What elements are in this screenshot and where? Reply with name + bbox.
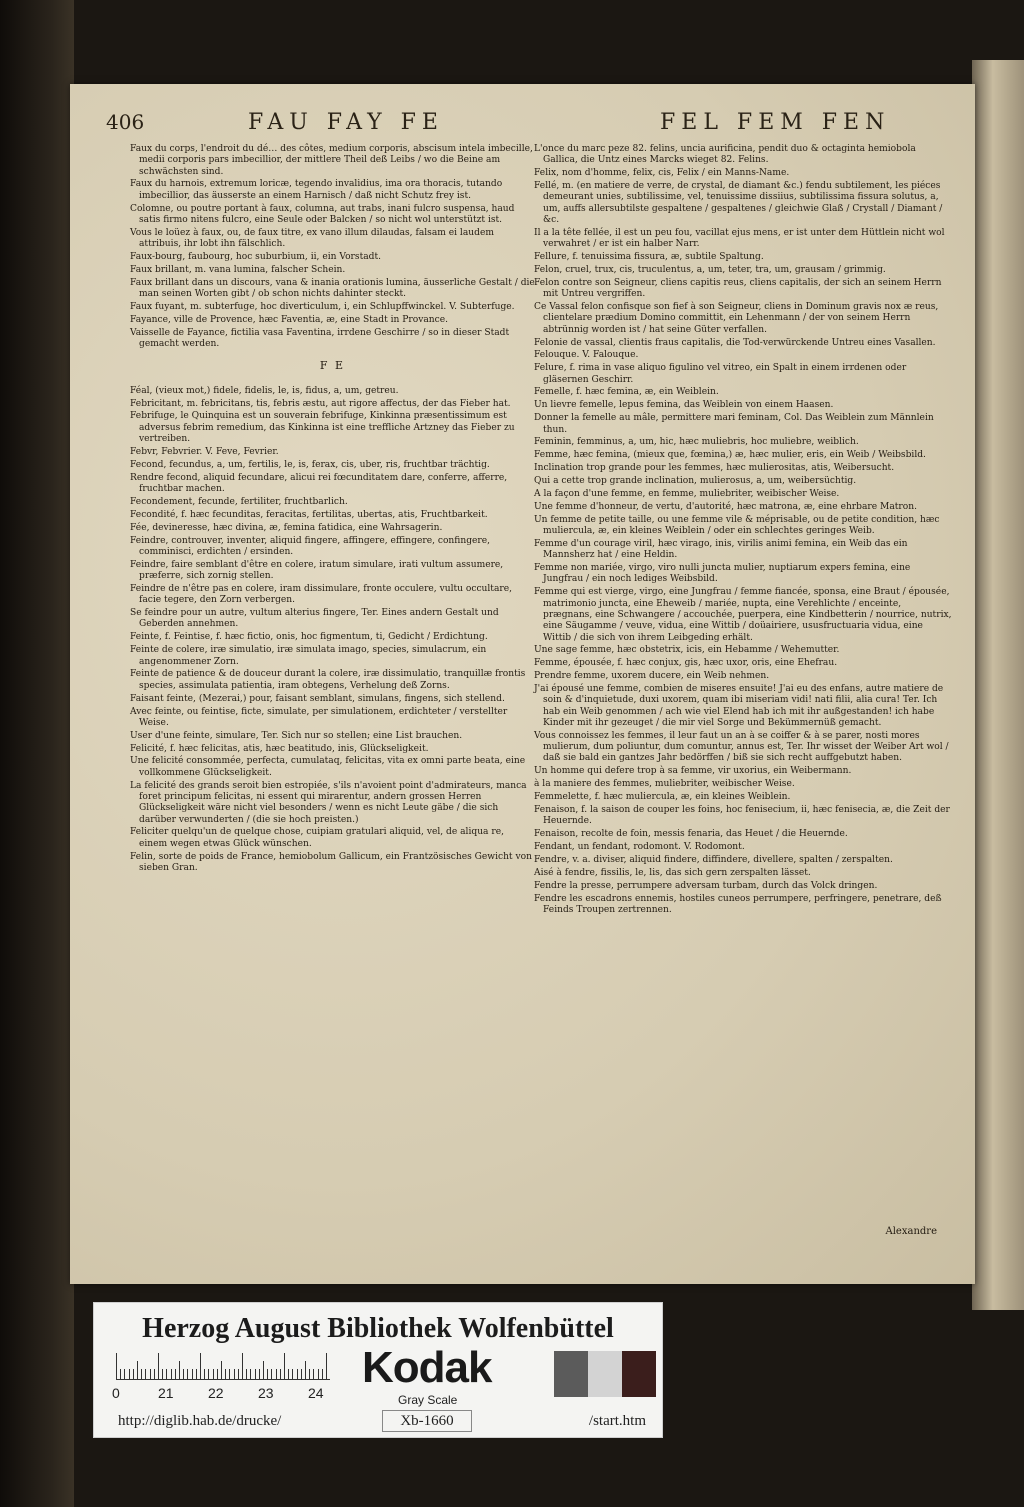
dictionary-entry: Donner la femelle au mâle, permittere mari feminam, Col. Das Weiblein zum Männlein thun. — [534, 413, 934, 435]
dictionary-entry: La felicité des grands seroit bien estropiée, s'ils n'avoient point d'admirateurs, manca foret principum felicitas, ni essent qui mirarentur, andern grossen Herren Glückseligkeit wäre nicht viel besonders / wenn es nicht Leute gäbe / die sich darüber verwunderten / (die sie hoch preisten.) — [130, 780, 527, 825]
ruler-tick — [183, 1369, 184, 1379]
ruler-tick — [150, 1369, 151, 1379]
book-page — [70, 84, 975, 1284]
dictionary-entry: User d'une feinte, simulare, Ter. Sich nur so stellen; eine List brauchen. — [130, 730, 463, 741]
library-label-card — [93, 1302, 663, 1438]
ruler-tick — [259, 1369, 260, 1379]
shelfmark: Xb-1660 — [382, 1410, 472, 1432]
dictionary-entry: Colomne, ou poutre portant à faux, columna, aut trabs, inani fulcro suspensa, haud satis firmo nitens fulcro, eine Seule oder Balcken / so nicht wol unterstützt ist. — [130, 203, 515, 225]
dictionary-entry: Feinte de colere, iræ simulatio, iræ simulata imago, species, simulacrum, ein angenommener Zorn. — [130, 645, 487, 667]
dictionary-entry: Felon contre son Seigneur, cliens capitis reus, cliens capitalis, der sich an seinem Herrn mit Untreu vergriffen. — [534, 277, 942, 300]
ruler-tick — [267, 1369, 268, 1379]
dictionary-entry: Fendre, v. a. diviser, aliquid findere, diffindere, divellere, spalten / zerspalten. — [534, 855, 893, 865]
dictionary-entry: Fellé, m. (en matiere de verre, de crystal, de diamant &c.) fendu subtilement, les piéces demeurant unies, subtilissime, vel, tenuissime dissiius, subtilissima fissura solutus, a, um, auffs allersubtilste gespaltene / gespaltenes / gleichwie Glaß / Crystall / Diamant / &c. — [534, 181, 943, 225]
dictionary-entry: Fendant, un fendant, rodomont. V. Rodomont. — [534, 842, 745, 853]
dictionary-entry: Fecondement, fecunde, fertiliter, fruchtbarlich. — [130, 496, 348, 507]
dictionary-entry: Vaisselle de Fayance, fictilia vasa Faventina, irrdene Geschirre / so in dieser Stadt gemacht werden. — [130, 327, 510, 350]
ruler-tick — [192, 1369, 193, 1379]
kodak-logo: Kodak — [362, 1343, 492, 1392]
ruler-tick — [263, 1361, 264, 1379]
ruler-tick — [301, 1369, 302, 1379]
ruler-tick — [179, 1361, 180, 1379]
dictionary-entry: Faux brillant, m. vana lumina, falscher Schein. — [130, 264, 346, 275]
dictionary-entry: Feindre, controuver, inventer, aliquid fingere, affingere, effingere, confingere, comminisci, erdichten / ersinden. — [130, 535, 491, 557]
section-heading: F E — [319, 359, 346, 373]
catchword: Alexandre — [885, 1226, 937, 1237]
dictionary-entry: Fendre les escadrons ennemis, hostiles cuneos perrumpere, perfringere, penetrare, deß Feinds Troupen zertrennen. — [534, 893, 942, 915]
dictionary-entry: Feindre de n'être pas en colere, iram dissimulare, fronte occulere, vultu occultare, facie tegere, den Zorn verbergen. — [130, 583, 512, 606]
ruler-tick — [225, 1369, 226, 1379]
ruler-tick — [137, 1361, 138, 1379]
dictionary-entry: Un lievre femelle, lepus femina, das Weiblein von einem Haasen. — [534, 400, 834, 411]
dictionary-entry: Qui a cette trop grande inclination, mulierosus, a, um, weibersüchtig. — [534, 476, 857, 487]
running-head-right: FEL FEM FEN — [660, 110, 891, 135]
ruler-tick — [318, 1369, 319, 1379]
gray-scale-caption: Gray Scale — [398, 1393, 458, 1407]
ruler-tick — [208, 1369, 209, 1379]
gray-swatch-light — [588, 1351, 622, 1397]
ruler-number: 24 — [308, 1385, 324, 1401]
ruler-tick — [276, 1369, 277, 1379]
ruler-number: 0 — [112, 1385, 120, 1401]
ruler-tick — [309, 1369, 310, 1379]
dictionary-entry: Prendre femme, uxorem ducere, ein Weib nehmen. — [534, 671, 770, 682]
ruler-number: 22 — [208, 1385, 224, 1401]
dictionary-entry: L'once du marc peze 82. felins, uncia aurificina, pendit duo & octaginta hemiobola Gallica, die Untz eines Marcks wieget 82. Felins. — [534, 144, 916, 166]
dictionary-entry: Avec feinte, ou feintise, ficte, simulate, per simulationem, erdichteter / verstellter Weise. — [130, 706, 508, 728]
ruler-tick — [313, 1369, 314, 1379]
ruler-tick — [116, 1353, 117, 1379]
dictionary-entry: Femme non mariée, virgo, viro nulli juncta mulier, nuptiarum expers femina, eine Jungfrau / ein noch lediges Weibsbild. — [534, 563, 911, 585]
gray-swatch-dark — [554, 1351, 588, 1397]
ruler-tick — [120, 1369, 121, 1379]
measurement-ruler — [116, 1351, 330, 1380]
page-number: 406 — [106, 110, 145, 134]
dictionary-entry: Felix, nom d'homme, felix, cis, Felix / ein Manns-Name. — [534, 168, 790, 179]
dictionary-entry: Feinte, f. Feintise, f. hæc fictio, onis, hoc figmentum, ti, Gedicht / Erdichtung. — [130, 632, 488, 643]
dictionary-entry: Febrifuge, le Quinquina est un souverain febrifuge, Kinkinna præsentissimum est adversus febrim remedium, das Kinkinna ist eine treffliche Artzney das Fieber zu vertreiben. — [130, 411, 515, 445]
ruler-tick — [171, 1369, 172, 1379]
ruler-tick — [124, 1369, 125, 1379]
dictionary-entry: Rendre fecond, aliquid fecundare, alicui rei fœcunditatem dare, conferre, afferre, fruchtbar machen. — [130, 472, 508, 495]
url-left: http://diglib.hab.de/drucke/ — [118, 1413, 282, 1429]
url-right: /start.htm — [588, 1413, 646, 1429]
dictionary-entry: Femmelette, f. hæc muliercula, æ, ein kleines Weiblein. — [534, 792, 791, 803]
dictionary-entry: Febvr, Febvrier. V. Feve, Fevrier. — [130, 446, 279, 457]
ruler-tick — [242, 1353, 243, 1379]
dictionary-entry: Faux du corps, l'endroit du dé… des côtes, medium corporis, abscisum intela imbecille, medii corporis pars imbecillior, der mittlere Theil deß Leibs / wo die Beine am schwächsten sind. — [130, 144, 533, 177]
dictionary-entry: Un femme de petite taille, ou une femme vile & méprisable, ou de petite condition, hæc muliercula, æ, ein kleines Weiblein / oder ein schlechtes geringes Weib. — [534, 514, 940, 537]
dictionary-entry: Faux fuyant, m. subterfuge, hoc diverticulum, i, ein Schlupffwinckel. V. Subterfuge. — [130, 302, 515, 313]
dictionary-entry: Vous le loüez à faux, ou, de faux titre, ex vano illum dilaudas, falsam ei laudem attribuis, ihr lobt ihn fälschlich. — [130, 227, 494, 250]
ruler-tick — [322, 1369, 323, 1379]
dictionary-entry: Fayance, ville de Provence, hæc Faventia, æ, eine Stadt in Provance. — [130, 314, 449, 325]
dictionary-entry: Feinte de patience & de douceur durant la colere, iræ dissimulatio, tranquillæ frontis species, assimulata patientia, iram obtegens, Verhelung deß Zorns. — [130, 669, 526, 691]
dictionary-entry: Faux-bourg, faubourg, hoc suburbium, ii, ein Vorstadt. — [130, 252, 382, 263]
dictionary-entry: Ce Vassal felon confisque son fief à son Seigneur, cliens in Dominum gravis nox æ reus, clientelare prædium Domino committit, ein Lehenmann / der von seinem Herrn abtrünnig worden ist / hat seine Güter verfallen. — [534, 302, 939, 335]
dictionary-entry: Aisé à fendre, fissilis, le, lis, das sich gern zerspalten lässet. — [534, 867, 811, 878]
dictionary-entry: Féal, (vieux mot,) fidele, fidelis, le, is, fidus, a, um, getreu. — [130, 385, 399, 396]
dictionary-entry: Une sage femme, hæc obstetrix, icis, ein Hebamme / Wehemutter. — [534, 645, 840, 656]
dictionary-entry: Un homme qui defere trop à sa femme, vir uxorius, ein Weibermann. — [534, 766, 852, 777]
scan-edge-right — [972, 60, 1024, 1310]
dictionary-entry: Felure, f. rima in vase aliquo figulino vel vitreo, ein Spalt in einem irrdenen oder gläsernen Geschirr. — [534, 363, 907, 385]
dictionary-entry: Vous connoissez les femmes, il leur faut un an à se coiffer & à se parer, nosti mores mulierum, dum poliuntur, dum comuntur, annus est, Ter. Ihr wisset der Weiber Art wol / daß sie bald ein gantzes Jahr bedörffen / biß sie sich recht auffgebutzt haben. — [534, 730, 949, 764]
left-column-entries-bottom — [130, 386, 535, 875]
ruler-tick — [297, 1369, 298, 1379]
dictionary-entry: Febricitant, m. febricitans, tis, febris æstu, aut rigore affectus, der das Fieber hat. — [130, 398, 511, 409]
ruler-tick — [288, 1369, 289, 1379]
dictionary-entry: Fée, devineresse, hæc divina, æ, femina fatidica, eine Wahrsagerin. — [130, 522, 443, 533]
dictionary-entry: Feindre, faire semblant d'être en colere, iratum simulare, irati vultum assumere, præferre, sich zornig stellen. — [130, 559, 504, 582]
ruler-tick — [305, 1361, 306, 1379]
dictionary-entry: Felouque. V. Falouque. — [534, 350, 639, 361]
ruler-tick — [213, 1369, 214, 1379]
right-column-entries — [534, 144, 952, 916]
ruler-tick — [284, 1353, 285, 1379]
left-column-entries-top — [130, 144, 535, 350]
dictionary-entry: J'ai épousé une femme, combien de miseres ensuite! J'ai eu des enfans, autre matiere de soin & d'inquietude, duxi uxorem, quam ibi miseriam vidi! nati filii, alia cura! Ter. Ich hab ein Weib genommen / ach wie viel Elend hab ich mit ihr außgestanden! ich habe Kinder mit ihr gezeuget / die mir viel Sorge und Bekümmernüß gemacht. — [534, 684, 944, 728]
scan-edge-left — [0, 0, 74, 1507]
right-column — [534, 144, 952, 918]
dictionary-entry: A la façon d'une femme, en femme, muliebriter, weibischer Weise. — [534, 489, 840, 499]
dictionary-entry: Feliciter quelqu'un de quelque chose, cuipiam gratulari aliquid, vel, de aliqua re, einem wegen etwas Glück wünschen. — [130, 827, 504, 849]
ruler-tick — [221, 1361, 222, 1379]
ruler-tick — [204, 1369, 205, 1379]
dictionary-entry: Une felicité consommée, perfecta, cumulataq, felicitas, vita ex omni parte beata, eine vollkommene Glückseligkeit. — [130, 756, 526, 778]
dictionary-entry: Femme d'un courage viril, hæc virago, inis, virilis animi femina, ein Weib das ein Mannsherz hat / eine Heldin. — [534, 538, 908, 561]
ruler-tick — [238, 1369, 239, 1379]
dictionary-entry: Felicité, f. hæc felicitas, atis, hæc beatitudo, inis, Glückseligkeit. — [130, 743, 429, 754]
dictionary-entry: Fendre la presse, perrumpere adversam turbam, durch das Volck dringen. — [534, 880, 878, 891]
ruler-tick — [196, 1369, 197, 1379]
dictionary-entry: Fellure, f. tenuissima fissura, æ, subtile Spaltung. — [534, 252, 764, 263]
dictionary-entry: à la maniere des femmes, muliebriter, weibischer Weise. — [534, 779, 795, 790]
ruler-tick — [234, 1369, 235, 1379]
ruler-tick — [280, 1369, 281, 1379]
ruler-tick — [129, 1369, 130, 1379]
ruler-tick — [217, 1369, 218, 1379]
dictionary-entry: Felin, sorte de poids de France, hemiobolum Gallicum, ein Frantzösisches Gewicht von sieben Gran. — [130, 851, 532, 873]
dictionary-entry: Faux du harnois, extremum loricæ, tegendo invalidius, ima ora thoracis, tutando imbecillior, das äusserste an einem Harnisch / daß nicht Schutz frey ist. — [130, 179, 503, 201]
left-column — [130, 144, 535, 876]
ruler-tick — [229, 1369, 230, 1379]
dictionary-entry: Fecond, fecundus, a, um, fertilis, le, is, ferax, cis, uber, ris, fruchtbar trächtig. — [130, 459, 490, 470]
dictionary-entry: Une femme d'honneur, de vertu, d'autorité, hæc matrona, æ, eine ehrbare Matron. — [534, 501, 917, 512]
ruler-tick — [246, 1369, 247, 1379]
color-swatch-maroon — [622, 1351, 656, 1397]
ruler-number: 23 — [258, 1385, 274, 1401]
library-name: Herzog August Bibliothek Wolfenbüttel — [142, 1313, 614, 1344]
dictionary-entry: Feminin, femminus, a, um, hic, hæc muliebris, hoc muliebre, weiblich. — [534, 437, 859, 448]
ruler-tick — [145, 1369, 146, 1379]
dictionary-entry: Femme, épousée, f. hæc conjux, gis, hæc uxor, oris, eine Ehefrau. — [534, 658, 838, 669]
dictionary-entry: Fecondité, f. hæc fecunditas, feracitas, fertilitas, ubertas, atis, Fruchtbarkeit. — [130, 509, 488, 520]
dictionary-entry: Faisant feinte, (Mezerai,) pour, faisant semblant, simulans, fingens, sich stellend. — [130, 693, 505, 704]
dictionary-entry: Felonie de vassal, clientis fraus capitalis, die Tod-verwürckende Untreu eines Vasallen. — [534, 337, 936, 348]
dictionary-entry: Fenaison, recolte de foin, messis fenaria, das Heuet / die Heuernde. — [534, 829, 848, 840]
ruler-tick — [154, 1369, 155, 1379]
dictionary-entry: Se feindre pour un autre, vultum alterius fingere, Ter. Eines andern Gestalt und Geberden annehmen. — [130, 608, 499, 630]
ruler-numbers — [112, 1385, 342, 1403]
ruler-tick — [292, 1369, 293, 1379]
ruler-tick — [271, 1369, 272, 1379]
ruler-tick — [250, 1369, 251, 1379]
ruler-tick — [166, 1369, 167, 1379]
dictionary-entry: Inclination trop grande pour les femmes, hæc mulierositas, atis, Weibersucht. — [534, 463, 895, 474]
running-head-left: FAU FAY FE — [248, 110, 444, 135]
ruler-tick — [187, 1369, 188, 1379]
ruler-tick — [162, 1369, 163, 1379]
ruler-tick — [158, 1353, 159, 1379]
dictionary-entry: Femme qui est vierge, virgo, eine Jungfrau / femme fiancée, sponsa, eine Braut / épousée, matrimonio juncta, eine Eheweib / mariée, nupta, eine Verehlichte / enceinte, prægnans, eine Schwangere / accouchée, puerpera, eine Kindbetterin / nourrice, nutrix, eine Säugamme / veuve, vidua, eine Wittib / doüairiere, ususfructuaria vidua, eine Wittib / die sich von ihrem Leibgeding erhält. — [534, 587, 952, 643]
dictionary-entry: Femelle, f. hæc femina, æ, ein Weiblein. — [534, 387, 719, 398]
ruler-tick — [200, 1353, 201, 1379]
ruler-tick — [141, 1369, 142, 1379]
dictionary-entry: Faux brillant dans un discours, vana & inania orationis lumina, äusserliche Gestalt / die man seinen Worten gibt / ob schon nichts dahinter steckt. — [130, 277, 535, 300]
ruler-tick — [326, 1353, 327, 1379]
dictionary-entry: Felon, cruel, trux, cis, truculentus, a, um, teter, tra, um, grausam / grimmig. — [534, 264, 886, 275]
ruler-number: 21 — [158, 1385, 174, 1401]
dictionary-entry: Femme, hæc femina, (mieux que, fœmina,) æ, hæc mulier, eris, ein Weib / Weibsbild. — [534, 450, 926, 461]
ruler-tick — [133, 1369, 134, 1379]
dictionary-entry: Fenaison, f. la saison de couper les foins, hoc fenisecium, ii, hæc fenisecia, æ, die Zeit der Heuernde. — [534, 805, 950, 827]
ruler-tick — [175, 1369, 176, 1379]
ruler-tick — [255, 1369, 256, 1379]
dictionary-entry: Il a la tête fellée, il est un peu fou, vacillat ejus mens, er ist unter dem Hüttlein nicht wol verwahret / er ist ein halber Narr. — [534, 227, 945, 250]
